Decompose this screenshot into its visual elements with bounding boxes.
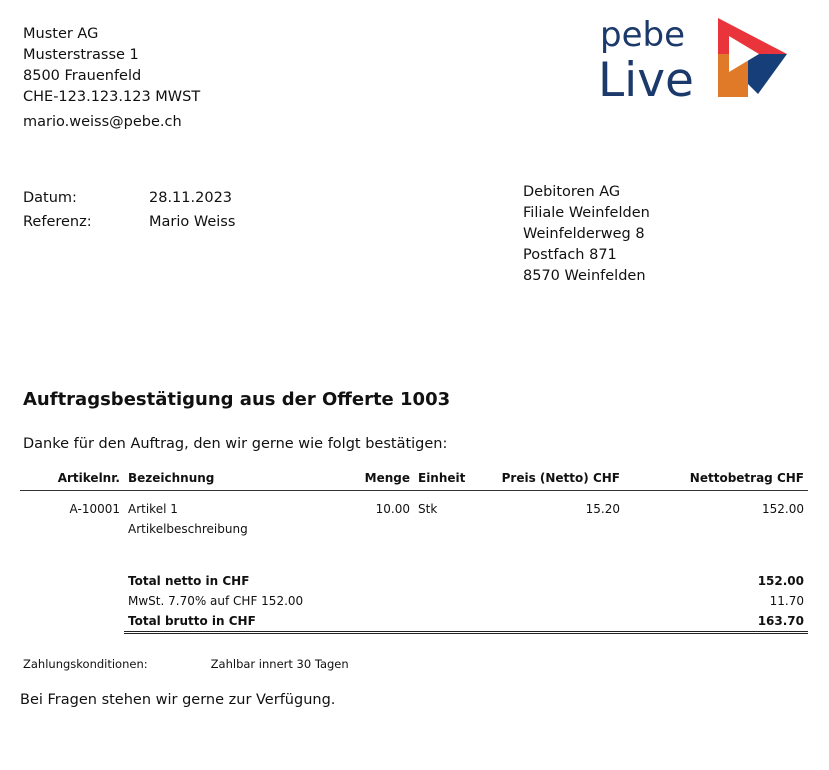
sender-vat: CHE-123.123.123 MWST — [23, 89, 201, 105]
total-brutto-value: 163.70 — [624, 611, 808, 633]
document-title: Auftragsbestätigung aus der Offerte 1003 — [23, 389, 451, 410]
date-label: Datum: — [23, 190, 77, 206]
payment-terms — [23, 657, 349, 671]
header-artnr: Artikelnr. — [20, 467, 124, 491]
cell-unit: Stk — [418, 501, 438, 516]
header-price: Preis (Netto) CHF — [494, 467, 624, 491]
recipient-line: Postfach 871 — [523, 247, 617, 263]
closing-text: Bei Fragen stehen wir gerne zur Verfügung. — [20, 692, 336, 708]
logo-top-text: pebe — [600, 15, 685, 55]
pebe-live-logo — [598, 14, 793, 102]
cell-amount: 152.00 — [762, 501, 804, 516]
header-qty: Menge — [344, 467, 414, 491]
terms-label: Zahlungskonditionen: — [23, 657, 148, 671]
date-value: 28.11.2023 — [149, 190, 233, 206]
total-netto-row — [20, 571, 808, 591]
reference-value: Mario Weiss — [149, 214, 236, 230]
intro-text: Danke für den Auftrag, den wir gerne wie folgt bestätigen: — [23, 436, 448, 452]
cell-name — [124, 499, 344, 539]
recipient-line: Weinfelderweg 8 — [523, 226, 645, 242]
vat-value: 11.70 — [769, 593, 804, 608]
sender-street: Musterstrasse 1 — [23, 47, 139, 63]
document-meta — [23, 186, 235, 234]
total-netto-value: 152.00 — [757, 573, 804, 588]
recipient-address — [523, 182, 650, 287]
total-netto-label: Total netto in CHF — [128, 573, 250, 588]
play-triangle-icon — [718, 18, 787, 97]
header-name: Bezeichnung — [124, 467, 344, 491]
table-row — [20, 499, 808, 539]
header-unit: Einheit — [414, 467, 494, 491]
vat-label: MwSt. 7.70% auf CHF 152.00 — [128, 593, 304, 608]
recipient-line: 8570 Weinfelden — [523, 268, 646, 284]
item-name: Artikel 1 — [128, 501, 178, 516]
sender-email: mario.weiss@pebe.ch — [23, 114, 182, 130]
table-header-row — [20, 467, 808, 491]
terms-value: Zahlbar innert 30 Tagen — [210, 657, 349, 671]
sender-address — [23, 24, 200, 133]
items-table — [20, 467, 808, 634]
cell-price: 15.20 — [585, 501, 620, 516]
logo-bottom-text: Live — [598, 53, 694, 102]
reference-label: Referenz: — [23, 214, 92, 230]
vat-row — [20, 591, 808, 611]
total-brutto-label: Total brutto in CHF — [124, 611, 624, 633]
cell-artnr: A-10001 — [69, 501, 120, 516]
header-amount: Nettobetrag CHF — [624, 467, 808, 491]
sender-city: 8500 Frauenfeld — [23, 68, 142, 84]
item-description: Artikelbeschreibung — [128, 521, 248, 536]
total-brutto-row — [20, 611, 808, 633]
recipient-line: Debitoren AG — [523, 184, 621, 200]
recipient-line: Filiale Weinfelden — [523, 205, 650, 221]
sender-company: Muster AG — [23, 26, 99, 42]
cell-qty: 10.00 — [375, 501, 410, 516]
